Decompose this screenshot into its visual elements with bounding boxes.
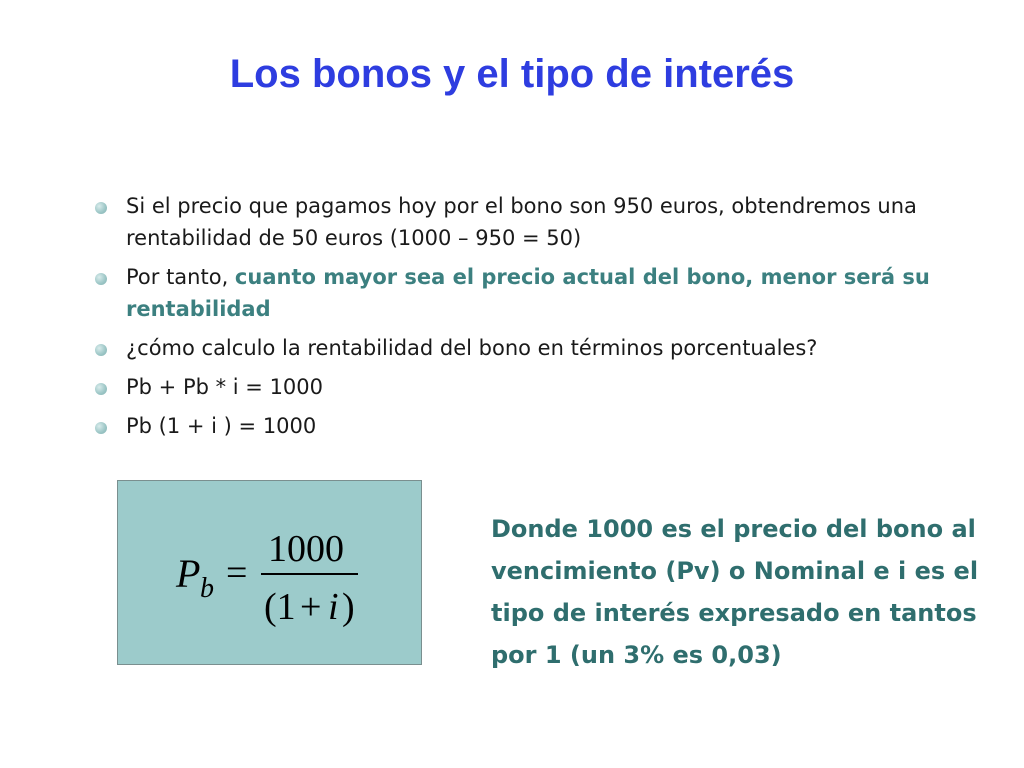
formula-lhs-subscript: b (200, 573, 214, 604)
bullet-item (92, 261, 952, 325)
bullet-item (92, 332, 952, 364)
formula-box (117, 480, 422, 665)
formula-denominator-var: i (328, 586, 339, 628)
bullet-text: Pb + Pb * i = 1000 (126, 375, 324, 399)
formula-denominator-close: ) (342, 586, 355, 628)
formula-lhs-var: P (176, 551, 201, 596)
bullet-item (92, 410, 952, 442)
formula-numerator: 1000 (268, 528, 344, 570)
formula-equation (118, 481, 423, 666)
formula-equals-sign: = (226, 552, 248, 594)
bullet-dot-icon (95, 202, 107, 214)
bullet-text: ¿cómo calculo la rentabilidad del bono en términos porcentuales? (126, 336, 818, 360)
bullet-item (92, 371, 952, 403)
formula-denominator-open: (1 (264, 586, 296, 628)
explanation-note: Donde 1000 es el precio del bono al vencimiento (Pv) o Nominal e i es el tipo de interés expresado en tantos por 1 (un 3% es 0,03) (491, 515, 979, 669)
formula-denominator-plus: + (300, 586, 322, 628)
bullet-list (92, 190, 952, 449)
bullet-text: Pb (1 + i ) = 1000 (126, 414, 317, 438)
bullet-item (92, 190, 952, 254)
bullet-dot-icon (95, 383, 107, 395)
bullet-text: Si el precio que pagamos hoy por el bono son 950 euros, obtendremos una rentabilidad de 50 euros (1000 – 950 = 50) (126, 194, 917, 250)
bullet-dot-icon (95, 422, 107, 434)
bullet-text-highlight: cuanto mayor sea el precio actual del bono, menor será su rentabilidad (126, 265, 930, 321)
bullet-text-prefix: Por tanto, (126, 265, 235, 289)
bullet-dot-icon (95, 344, 107, 356)
bullet-dot-icon (95, 273, 107, 285)
slide-title: Los bonos y el tipo de interés (229, 52, 795, 96)
